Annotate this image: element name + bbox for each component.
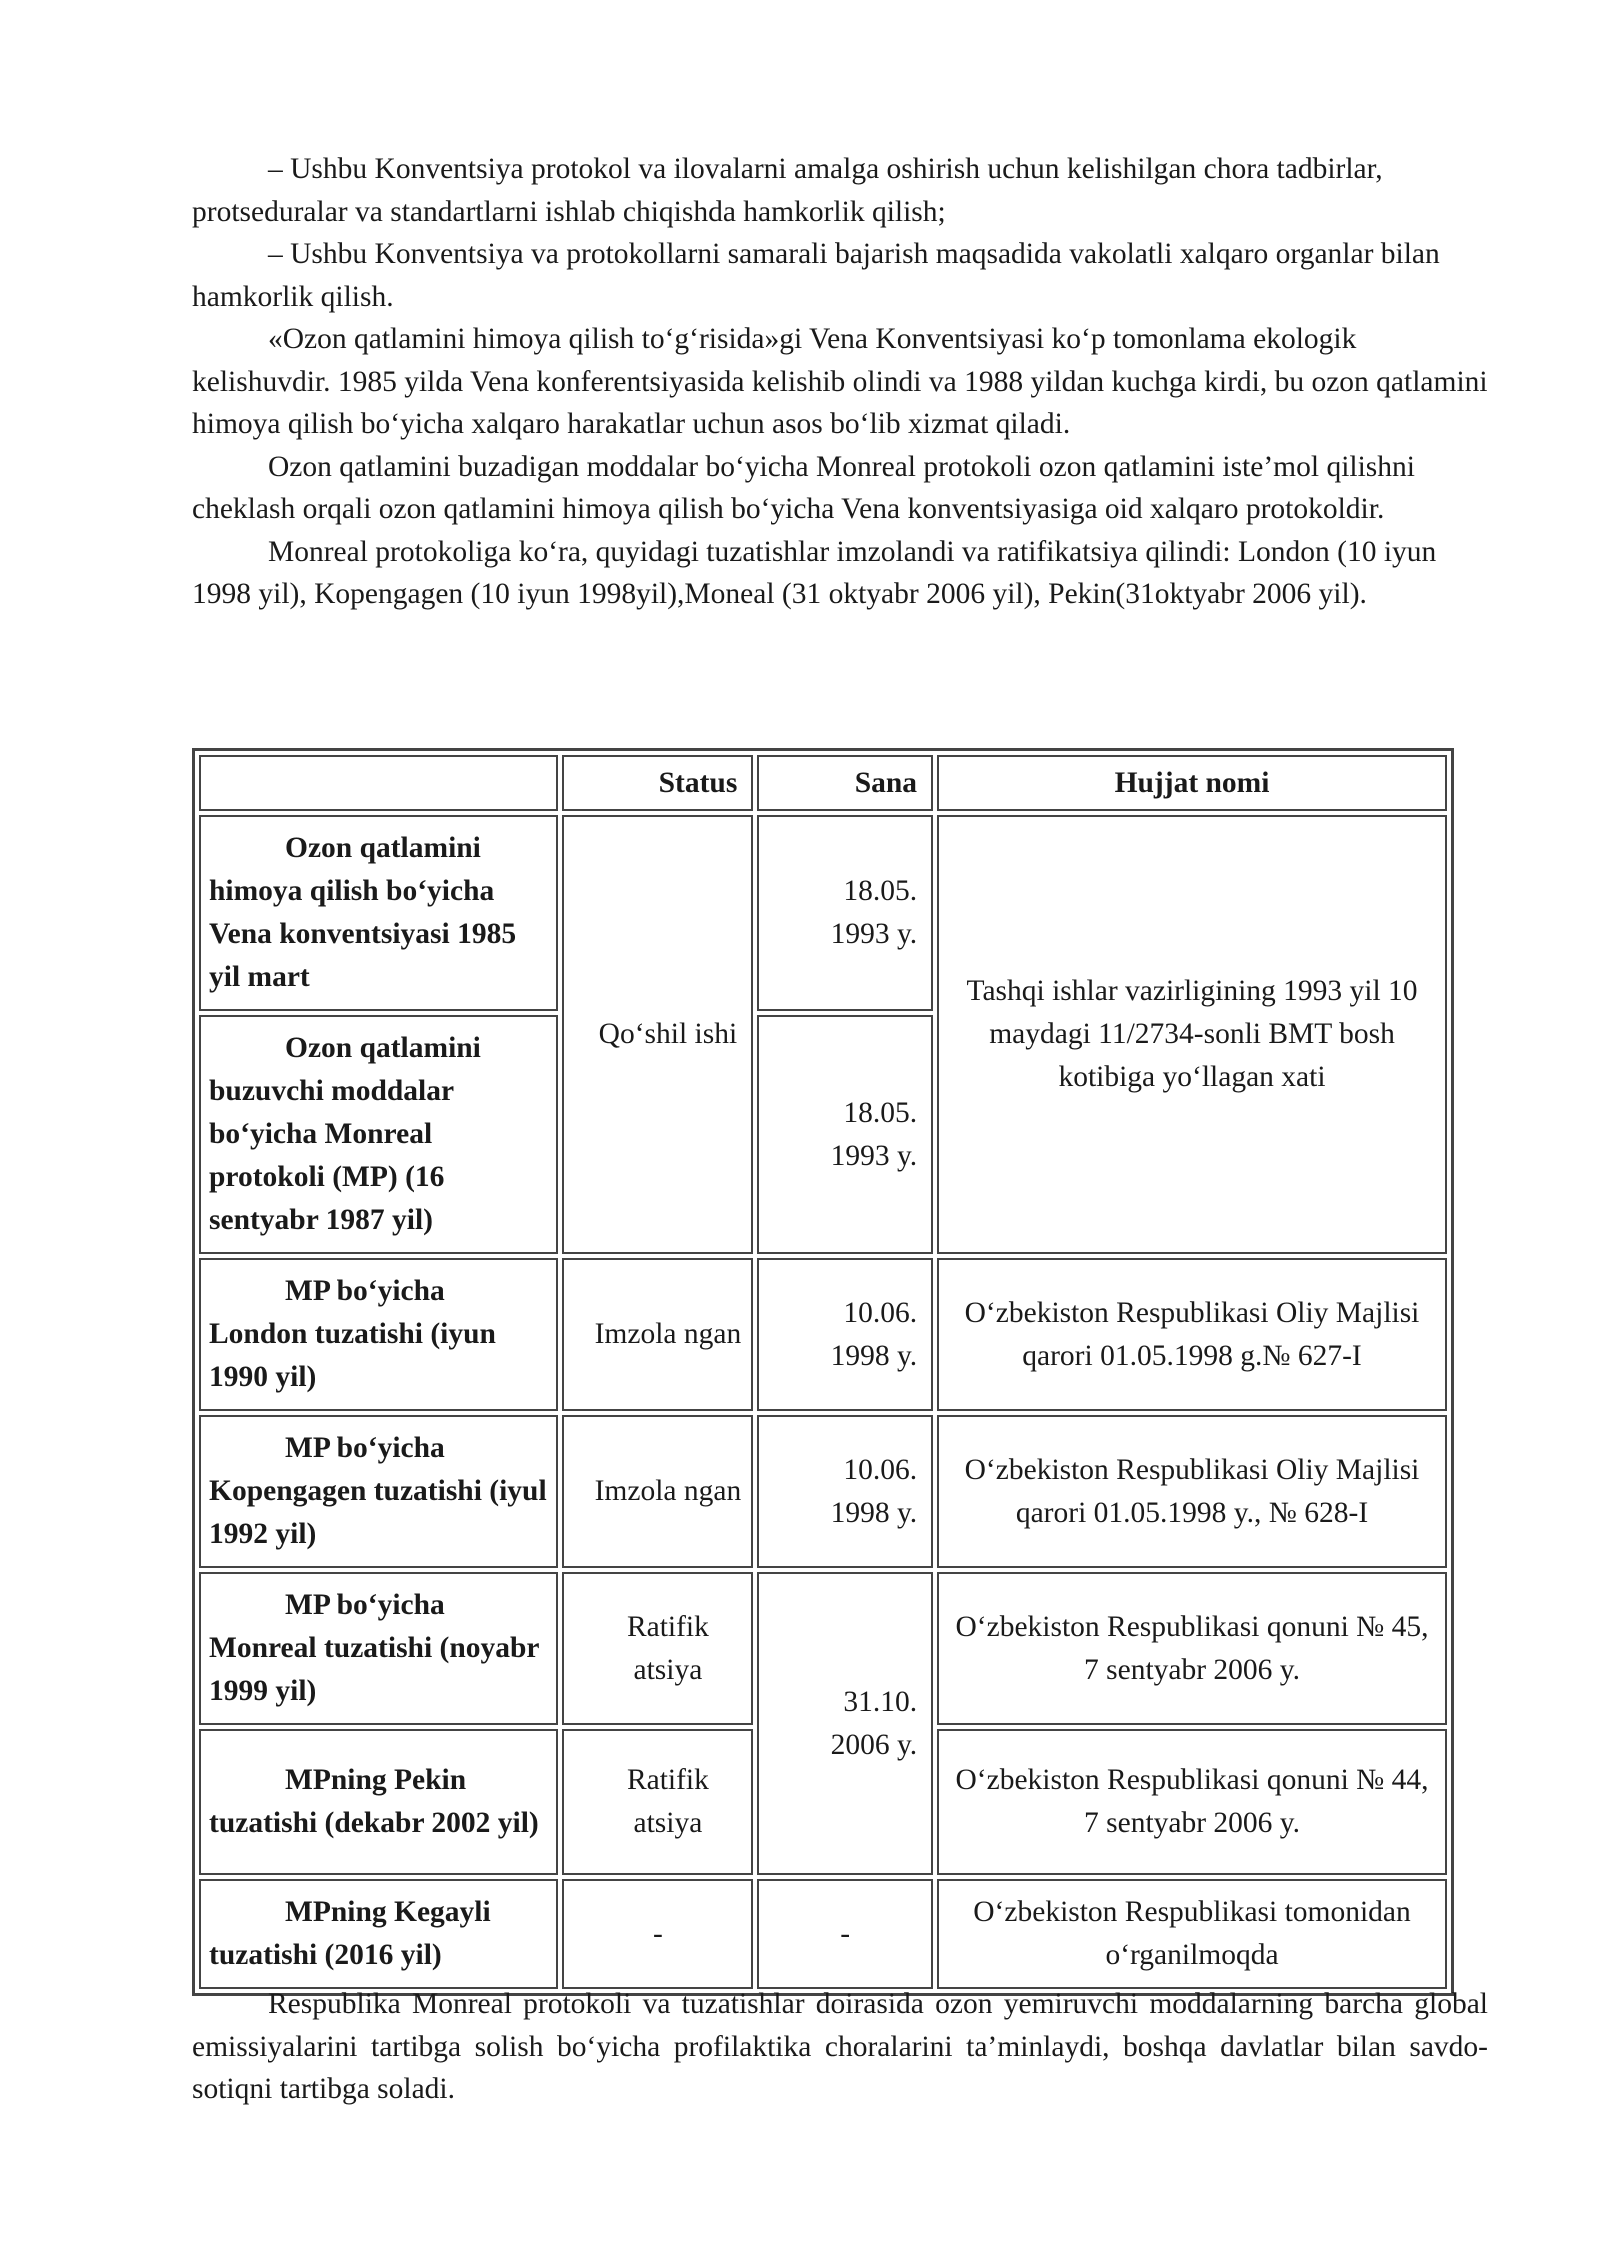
row-name [199, 1729, 558, 1875]
row-status [562, 1258, 753, 1411]
row-name [199, 815, 558, 1011]
row-name [199, 1015, 558, 1254]
row-status-text: Ratifik atsiya [626, 1610, 709, 1686]
paragraph-6-text: Respublika Monreal protokoli va tuzatishlar doirasida ozon yemiruvchi moddalarning barcha global emissiyalarini tartibga solish bo‘yicha profilaktika choralarini ta’minlaydi, boshqa davlatlar bilan savdo-sotiqni tartibga soladi. [192, 1988, 1488, 2105]
row-date [757, 815, 933, 1011]
row-status [562, 815, 753, 1254]
row-name-text: Ozon qatlamini himoya qilish bo‘yicha Vena konventsiyasi 1985 yil mart [209, 832, 517, 993]
row-date-text: 10.06. 1998 y. [830, 1453, 918, 1529]
row-name-text: MP bo‘yicha London tuzatishi (iyun 1990 yil) [209, 1275, 496, 1393]
header-document-name: Hujjat nomi [937, 755, 1447, 811]
row-date [757, 1572, 933, 1875]
row-date-text: 31.10. 2006 y. [830, 1685, 918, 1761]
row-date [757, 1015, 933, 1254]
paragraph-4-text: Ozon qatlamini buzadigan moddalar bo‘yicha Monreal protokoli ozon qatlamini iste’mol qilishni cheklash orqali ozon qatlamini himoya qilish bo‘yicha Vena konventsiyasiga oid xalqaro protokoldir. [192, 450, 1415, 525]
row-document [937, 1258, 1447, 1411]
row-date [757, 1415, 933, 1568]
row-document-text: O‘zbekiston Respublikasi Oliy Majlisi qarori 01.05.1998 y., № 628-I [964, 1453, 1420, 1529]
row-date [757, 1879, 933, 1989]
document-body-top [192, 148, 1488, 616]
table-row [199, 1879, 1447, 1989]
row-name [199, 1415, 558, 1568]
paragraph-4 [192, 446, 1488, 531]
table-row [199, 1258, 1447, 1411]
row-date [757, 1258, 933, 1411]
paragraph-1 [192, 148, 1488, 233]
row-date-text: 18.05. 1993 y. [830, 1096, 918, 1172]
row-date-text: - [840, 1917, 851, 1950]
row-status [562, 1572, 753, 1725]
row-document-text: O‘zbekiston Respublikasi tomonidan o‘rganilmoqda [973, 1896, 1411, 1971]
row-status [562, 1879, 753, 1989]
header-date: Sana [757, 755, 933, 811]
table-row [199, 1415, 1447, 1568]
paragraph-1-text: – Ushbu Konventsiya protokol va ilovalarni amalga oshirish uchun kelishilgan chora tadbirlar, protseduralar va standartlarni ishlab chiqishda hamkorlik qilish; [192, 153, 1383, 228]
row-document-text: O‘zbekiston Respublikasi qonuni № 45, 7 sentyabr 2006 y. [955, 1610, 1429, 1686]
row-document-text: Tashqi ishlar vazirligining 1993 yil 10 maydagi 11/2734-sonli BMT bosh kotibiga yo‘llagan xati [966, 975, 1418, 1093]
table-row [199, 815, 1447, 1011]
paragraph-3 [192, 318, 1488, 446]
row-name-text: MP bo‘yicha Kopengagen tuzatishi (iyul 1992 yil) [209, 1432, 547, 1550]
row-document-text: O‘zbekiston Respublikasi Oliy Majlisi qarori 01.05.1998 g.№ 627-I [964, 1296, 1420, 1372]
paragraph-6 [192, 1983, 1488, 2111]
row-date-text: 18.05. 1993 y. [830, 875, 918, 950]
row-name-text: MP bo‘yicha Monreal tuzatishi (noyabr 1999 yil) [209, 1589, 539, 1707]
paragraph-5 [192, 531, 1488, 616]
paragraph-5-text: Monreal protokoliga ko‘ra, quyidagi tuzatishlar imzolandi va ratifikatsiya qilindi: London (10 iyun 1998 yil), Kopengagen (10 iyun 1998yil),Moneal (31 oktyabr 2006 yil), Pekin(31oktyabr 2006 yil). [192, 535, 1437, 610]
row-document [937, 1572, 1447, 1725]
row-document [937, 1729, 1447, 1875]
paragraph-3-text: «Ozon qatlamini himoya qilish to‘g‘risida»gi Vena Konventsiyasi ko‘p tomonlama ekologik kelishuvdir. 1985 yilda Vena konferentsiyasida kelishib olindi va 1988 yildan kuchga kirdi, bu ozon qatlamini himoya qilish bo‘yicha xalqaro harakatlar uchun asos bo‘lib xizmat qiladi. [192, 323, 1488, 440]
row-name-text: MPning Pekin tuzatishi (dekabr 2002 yil) [209, 1764, 539, 1839]
header-empty [199, 755, 558, 811]
header-status: Status [562, 755, 753, 811]
row-name-text: Ozon qatlamini buzuvchi moddalar bo‘yicha Monreal protokoli (MP) (16 sentyabr 1987 yil) [209, 1032, 481, 1236]
row-status-text: Qo‘shil ishi [598, 1018, 738, 1050]
row-name [199, 1258, 558, 1411]
row-name [199, 1879, 558, 1989]
ratification-table [192, 748, 1454, 1996]
row-status-text: Imzola ngan [594, 1475, 742, 1507]
document-body-bottom [192, 1983, 1488, 2111]
row-name-text: MPning Kegayli tuzatishi (2016 yil) [209, 1896, 491, 1971]
paragraph-2-text: – Ushbu Konventsiya va protokollarni samarali bajarish maqsadida vakolatli xalqaro organlar bilan hamkorlik qilish. [192, 238, 1440, 313]
table-header-row [199, 755, 1447, 811]
row-document-text: O‘zbekiston Respublikasi qonuni № 44, 7 sentyabr 2006 y. [955, 1764, 1429, 1839]
row-status [562, 1415, 753, 1568]
row-document [937, 815, 1447, 1254]
row-document [937, 1879, 1447, 1989]
table-row [199, 1572, 1447, 1725]
row-date-text: 10.06. 1998 y. [830, 1296, 918, 1372]
paragraph-2 [192, 233, 1488, 318]
row-status-text: Ratifik atsiya [626, 1764, 709, 1839]
row-name [199, 1572, 558, 1725]
row-document [937, 1415, 1447, 1568]
row-status-text: - [652, 1917, 663, 1950]
row-status-text: Imzola ngan [594, 1318, 742, 1350]
row-status [562, 1729, 753, 1875]
